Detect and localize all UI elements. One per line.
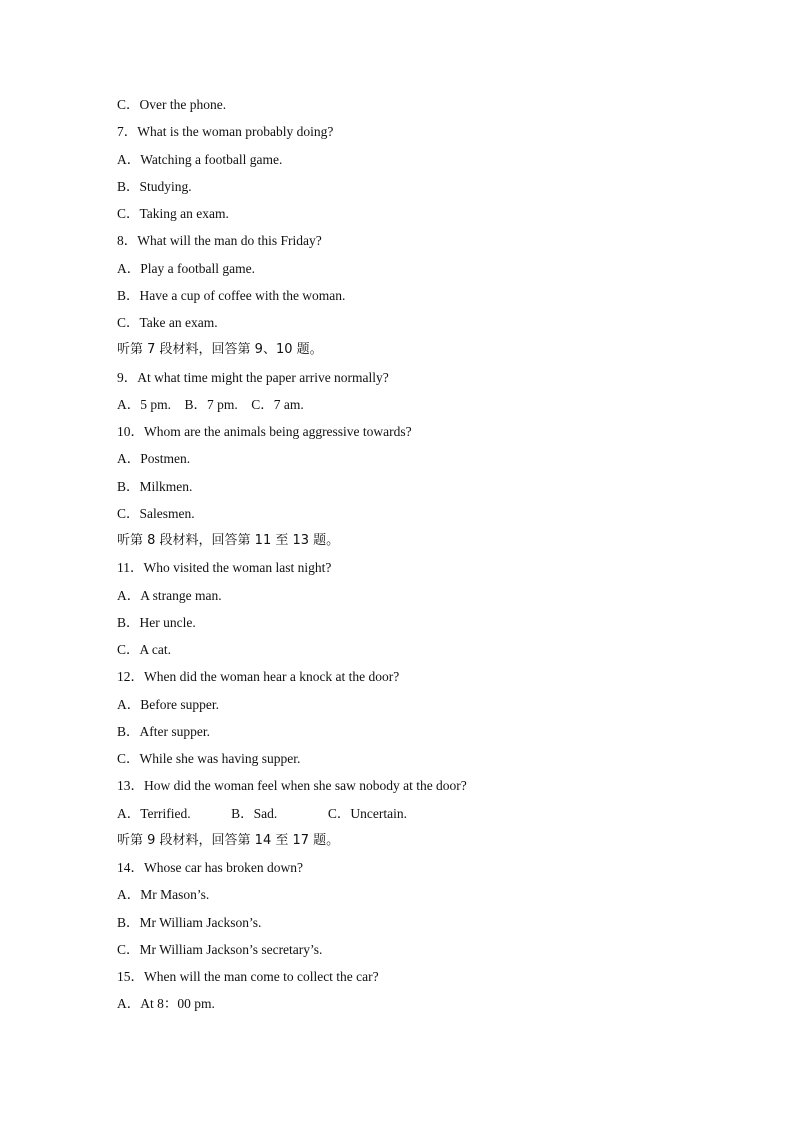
question-text: 12．When did the woman hear a knock at the door? bbox=[117, 669, 400, 685]
answer-option: C．Over the phone. bbox=[117, 97, 227, 112]
answer-option: B．Mr William Jackson’s. bbox=[117, 914, 262, 930]
answer-option: B．Have a cup of coffee with the woman. bbox=[117, 287, 346, 303]
question-text: 7．What is the woman probably doing? bbox=[117, 124, 334, 140]
answer-option: C．A cat. bbox=[117, 642, 171, 657]
answer-option: A．Terrified. B．Sad. C．Uncertain. bbox=[117, 805, 408, 821]
answer-option: A．Postmen. bbox=[117, 451, 191, 467]
answer-option: B．After supper. bbox=[117, 723, 210, 739]
answer-option: A．Watching a football game. bbox=[117, 151, 283, 167]
answer-option: A．A strange man. bbox=[117, 587, 222, 603]
answer-option: B．Studying. bbox=[117, 178, 192, 194]
question-text: 8．What will the man do this Friday? bbox=[117, 233, 322, 249]
section-instruction: 听第 8 段材料，回答第 11 至 13 题。 bbox=[117, 533, 340, 548]
answer-option: C．While she was having supper. bbox=[117, 751, 301, 766]
section-instruction: 听第 9 段材料，回答第 14 至 17 题。 bbox=[117, 832, 340, 848]
answer-option: C．Mr William Jackson’s secretary’s. bbox=[117, 941, 323, 957]
question-text: 9．At what time might the paper arrive normally? bbox=[117, 369, 389, 385]
answer-option: A．Before supper. bbox=[117, 696, 219, 712]
answer-option: B．Her uncle. bbox=[117, 614, 196, 630]
question-text: 11．Who visited the woman last night? bbox=[117, 560, 332, 576]
section-instruction: 听第 7 段材料，回答第 9、10 题。 bbox=[117, 342, 323, 358]
question-text: 15．When will the man come to collect the car? bbox=[117, 969, 379, 984]
answer-option: C．Take an exam. bbox=[117, 315, 218, 330]
document-page bbox=[117, 95, 757, 1022]
answer-option: A．Mr Mason’s. bbox=[117, 887, 210, 903]
answer-option: C．Taking an exam. bbox=[117, 206, 229, 221]
answer-option: B．Milkmen. bbox=[117, 478, 193, 494]
answer-option: C．Salesmen. bbox=[117, 505, 195, 521]
answer-option: A．5 pm. B．7 pm. C．7 am. bbox=[117, 396, 304, 412]
answer-option: A．Play a football game. bbox=[117, 260, 255, 276]
question-text: 13．How did the woman feel when she saw nobody at the door? bbox=[117, 778, 467, 794]
question-text: 14．Whose car has broken down? bbox=[117, 860, 303, 875]
answer-option: A．At 8：00 pm. bbox=[117, 996, 215, 1012]
question-text: 10．Whom are the animals being aggressive towards? bbox=[117, 424, 412, 439]
